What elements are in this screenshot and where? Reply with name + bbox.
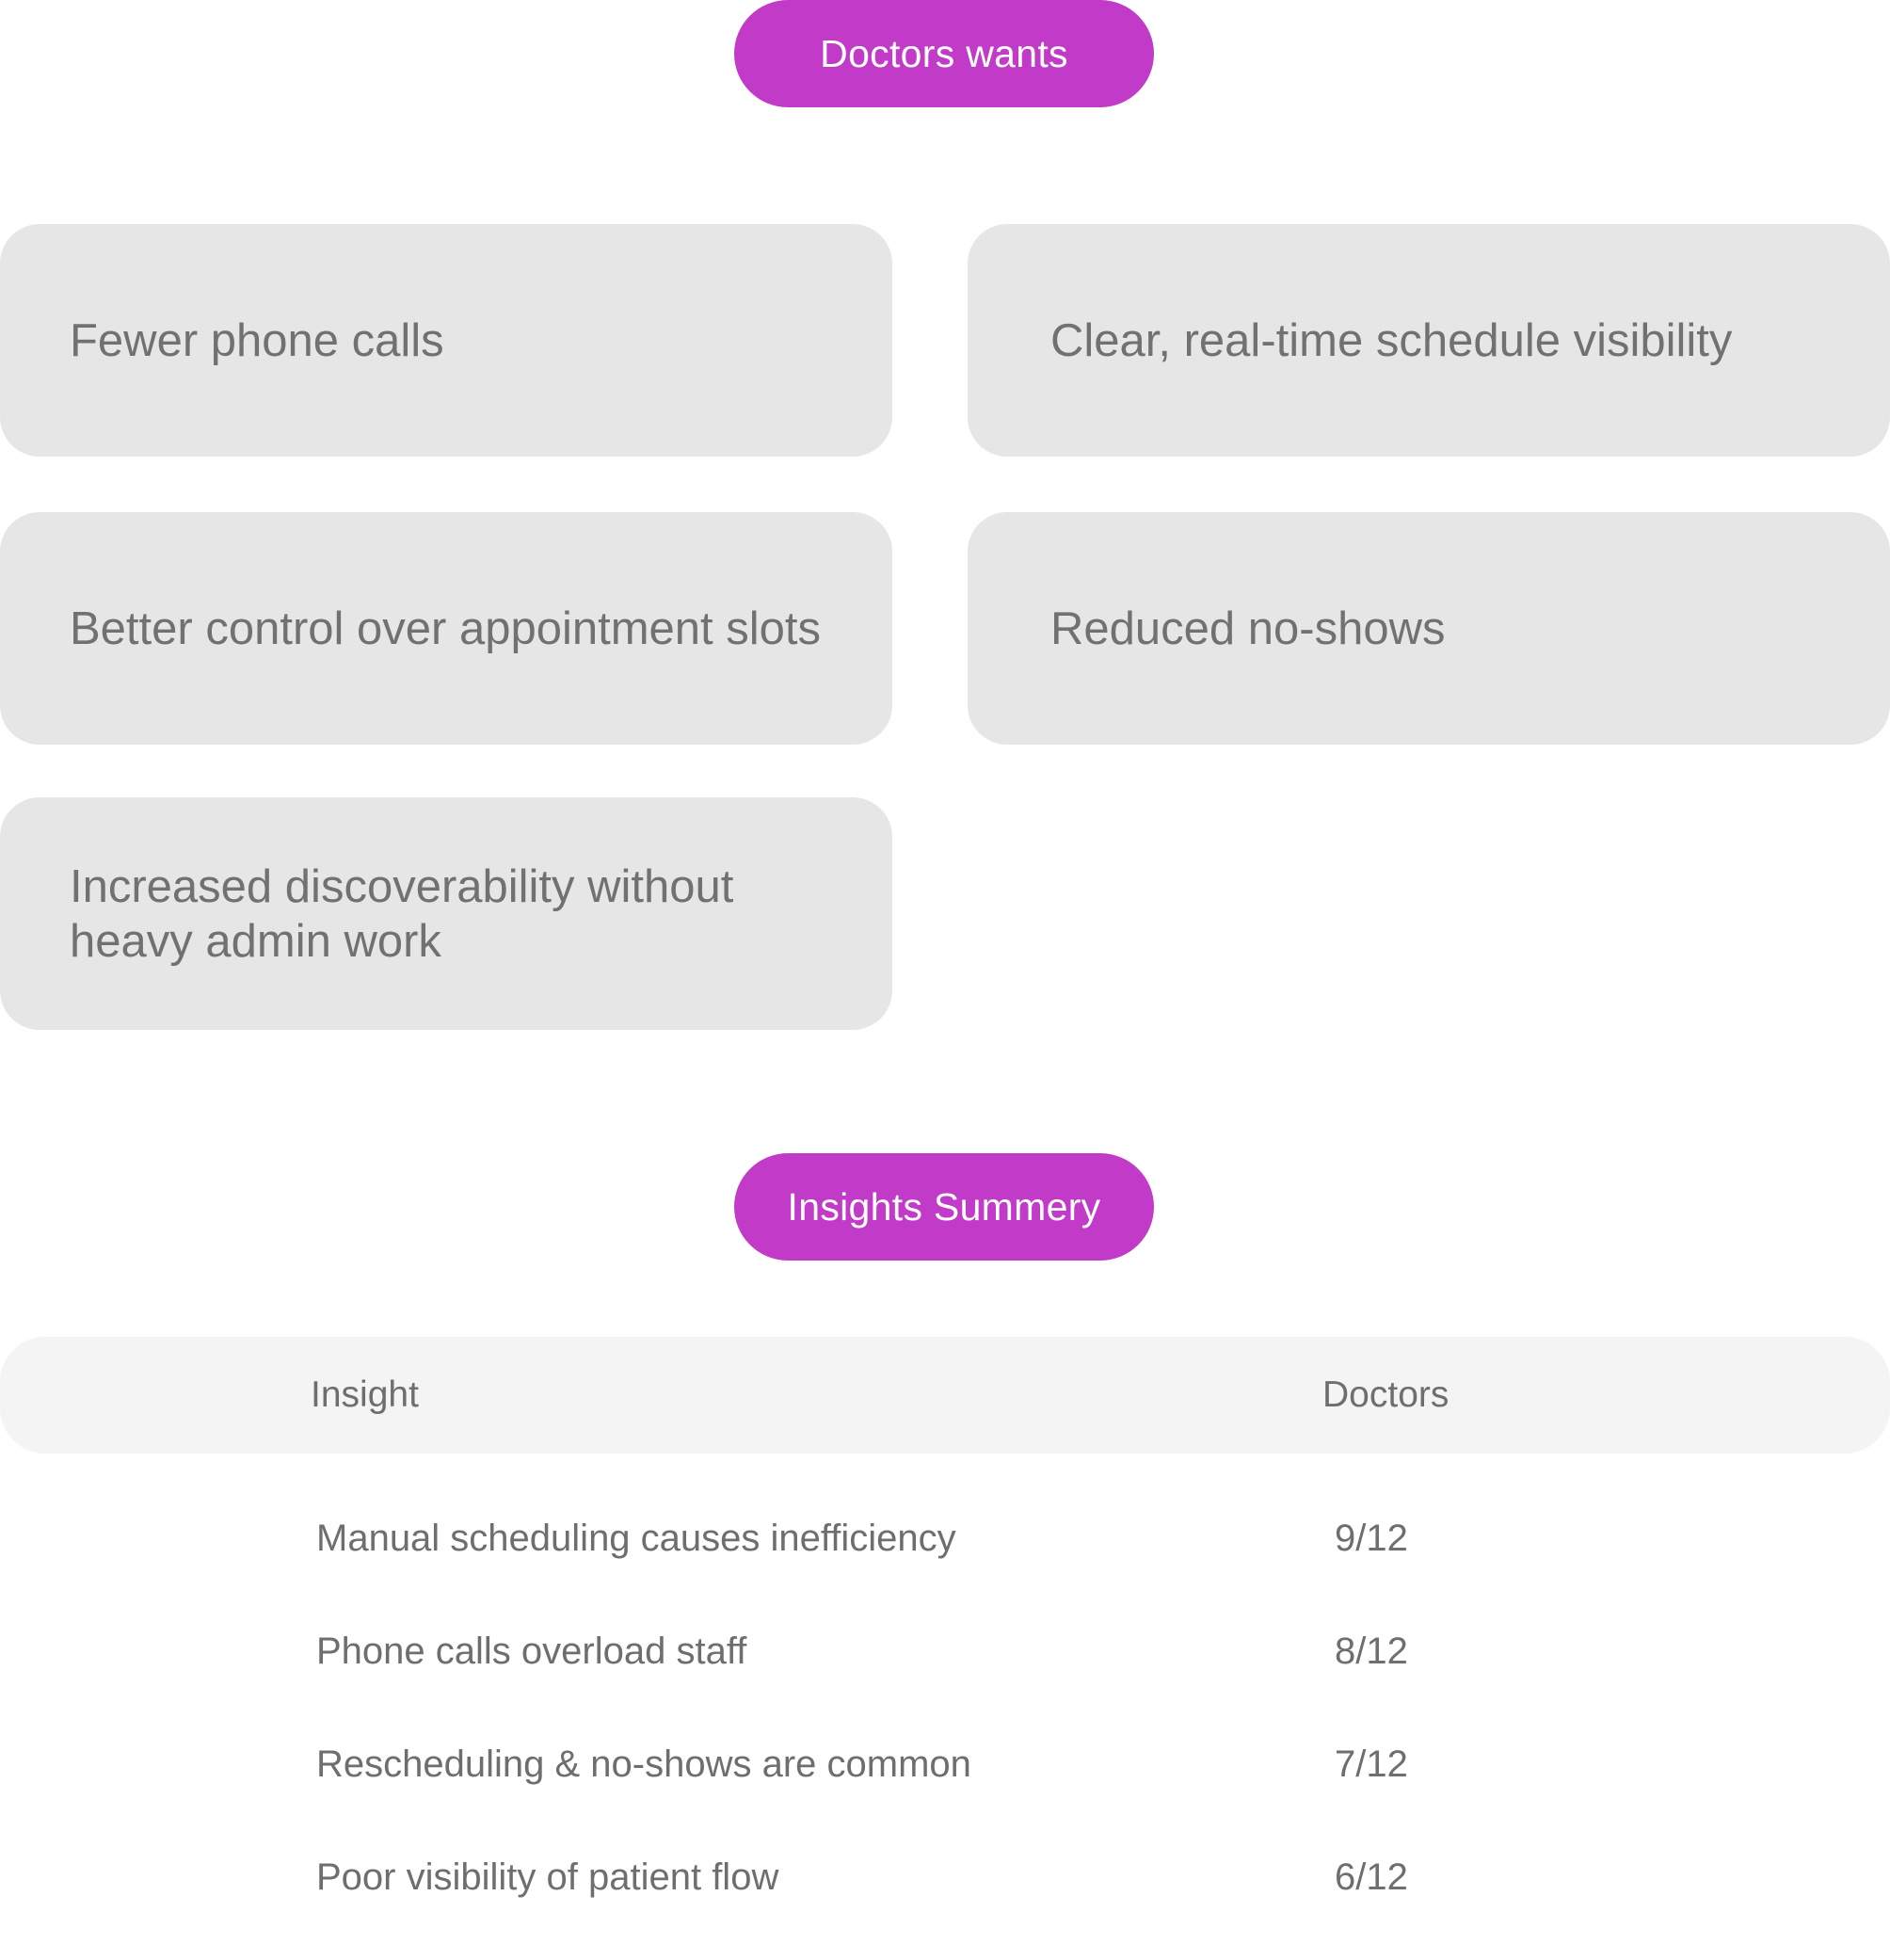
- doctors-wants-badge: [734, 0, 1154, 107]
- doctors-wants-title: Doctors wants: [820, 31, 1068, 75]
- want-text: Increased discoverability without heavy admin work: [70, 860, 734, 967]
- want-text: Fewer phone calls: [70, 314, 444, 366]
- table-row: [0, 1482, 1890, 1595]
- doctors-count-cell: 8/12: [1335, 1630, 1408, 1672]
- want-card: [0, 512, 892, 745]
- doctors-count-cell: 9/12: [1335, 1517, 1408, 1559]
- table-row: [0, 1595, 1890, 1708]
- insight-cell: Phone calls overload staff: [316, 1630, 747, 1672]
- insights-summary-title: Insights Summery: [787, 1184, 1101, 1229]
- want-card: [0, 224, 892, 457]
- insights-summary-badge: [734, 1153, 1154, 1261]
- doctors-count-cell: 6/12: [1335, 1856, 1408, 1898]
- insight-column-header: Insight: [311, 1374, 419, 1415]
- want-text: Better control over appointment slots: [70, 602, 822, 654]
- want-text: Reduced no-shows: [1050, 602, 1446, 654]
- want-card: [968, 512, 1890, 745]
- doctors-column-header: Doctors: [1322, 1374, 1450, 1415]
- table-row: [0, 1708, 1890, 1821]
- want-card: [968, 224, 1890, 457]
- want-card: [0, 797, 892, 1030]
- table-row: [0, 1821, 1890, 1934]
- want-text: Clear, real-time schedule visibility: [1050, 314, 1733, 366]
- insights-table-header: [0, 1337, 1890, 1454]
- insight-cell: Manual scheduling causes inefficiency: [316, 1517, 956, 1559]
- insight-cell: Poor visibility of patient flow: [316, 1856, 779, 1898]
- doctors-count-cell: 7/12: [1335, 1743, 1408, 1785]
- insights-table-body: [0, 1482, 1890, 1934]
- insight-cell: Rescheduling & no-shows are common: [316, 1743, 971, 1785]
